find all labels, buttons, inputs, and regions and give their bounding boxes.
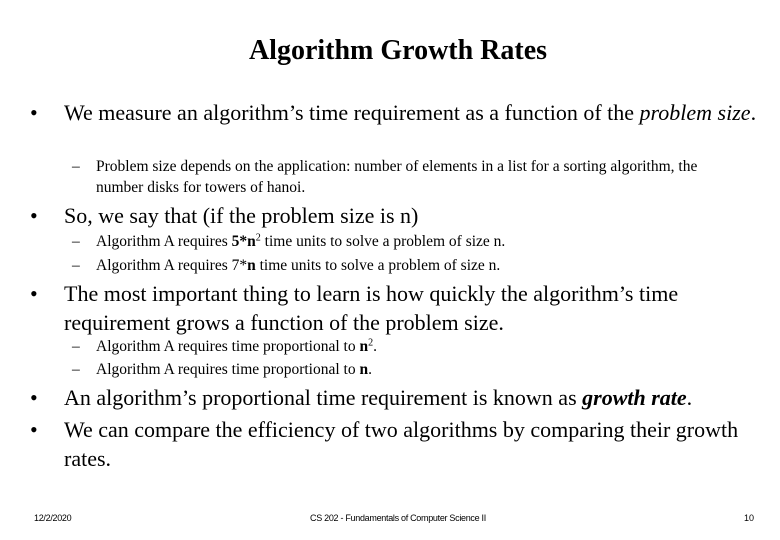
- bullet-item: [30, 98, 760, 127]
- bullet-marker: •: [30, 203, 38, 228]
- footer-date: 12/2/2020: [34, 513, 72, 523]
- slide-title: Algorithm Growth Rates: [248, 35, 548, 66]
- sub-bullet-item: [72, 359, 712, 380]
- sub-bullet-text: Algorithm A requires $5*n^2$ time units to solve a problem of size n.: [96, 232, 506, 250]
- bullet-text: So, we say that (if the problem size is n): [64, 203, 419, 228]
- sub-bullet-text: Algorithm A requires 7*n time units to solve a problem of size n.: [96, 257, 501, 274]
- bullet-text: We can compare the efficiency of two algorithms by comparing their growth rates.: [64, 417, 739, 471]
- emphasis-text: problem size: [639, 100, 751, 125]
- math-term: n: [247, 257, 256, 274]
- sub-bullet-item: [72, 255, 712, 276]
- bullet-text: An algorithm’s proportional time requirement is known as growth rate.: [64, 385, 693, 410]
- bullet-item: [30, 279, 760, 337]
- math-term: 5*n: [231, 233, 256, 250]
- math-term: n: [359, 361, 369, 378]
- bullet-marker: •: [30, 100, 38, 125]
- exponent: 2: [368, 337, 374, 349]
- sub-bullet-item: [72, 231, 712, 252]
- bullet-text: The most important thing to learn is how quickly the algorithm’s time requirement grows a function of the problem size.: [64, 281, 679, 335]
- bullet-marker: •: [30, 281, 38, 306]
- exponent: 2: [255, 232, 261, 244]
- math-term: n: [359, 338, 369, 355]
- footer-course: CS 202 - Fundamentals of Computer Science II: [310, 513, 486, 523]
- dash-marker: –: [72, 338, 80, 355]
- sub-bullet-item: [72, 336, 712, 357]
- dash-marker: –: [72, 361, 80, 378]
- sub-bullet-text: Algorithm A requires time proportional to n.: [96, 361, 372, 378]
- bullet-marker: •: [30, 417, 38, 442]
- sub-bullet-text: Algorithm A requires time proportional to $n^2$.: [96, 337, 377, 355]
- bullet-text: We measure an algorithm’s time requirement as a function of the problem size.: [64, 100, 757, 125]
- sub-bullet-item: [72, 156, 712, 198]
- bullet-marker: •: [30, 385, 38, 410]
- key-term: growth rate: [582, 385, 687, 410]
- dash-marker: –: [72, 257, 80, 274]
- sub-bullet-text: Problem size depends on the application: number of elements in a list for a sorting algorithm, the number disks for towers of hanoi.: [96, 158, 698, 196]
- dash-marker: –: [72, 233, 80, 250]
- dash-marker: –: [72, 158, 80, 175]
- bullet-item: [30, 415, 760, 473]
- bullet-item: [30, 201, 760, 230]
- bullet-item: [30, 383, 760, 412]
- footer-page-number: 10: [743, 513, 754, 523]
